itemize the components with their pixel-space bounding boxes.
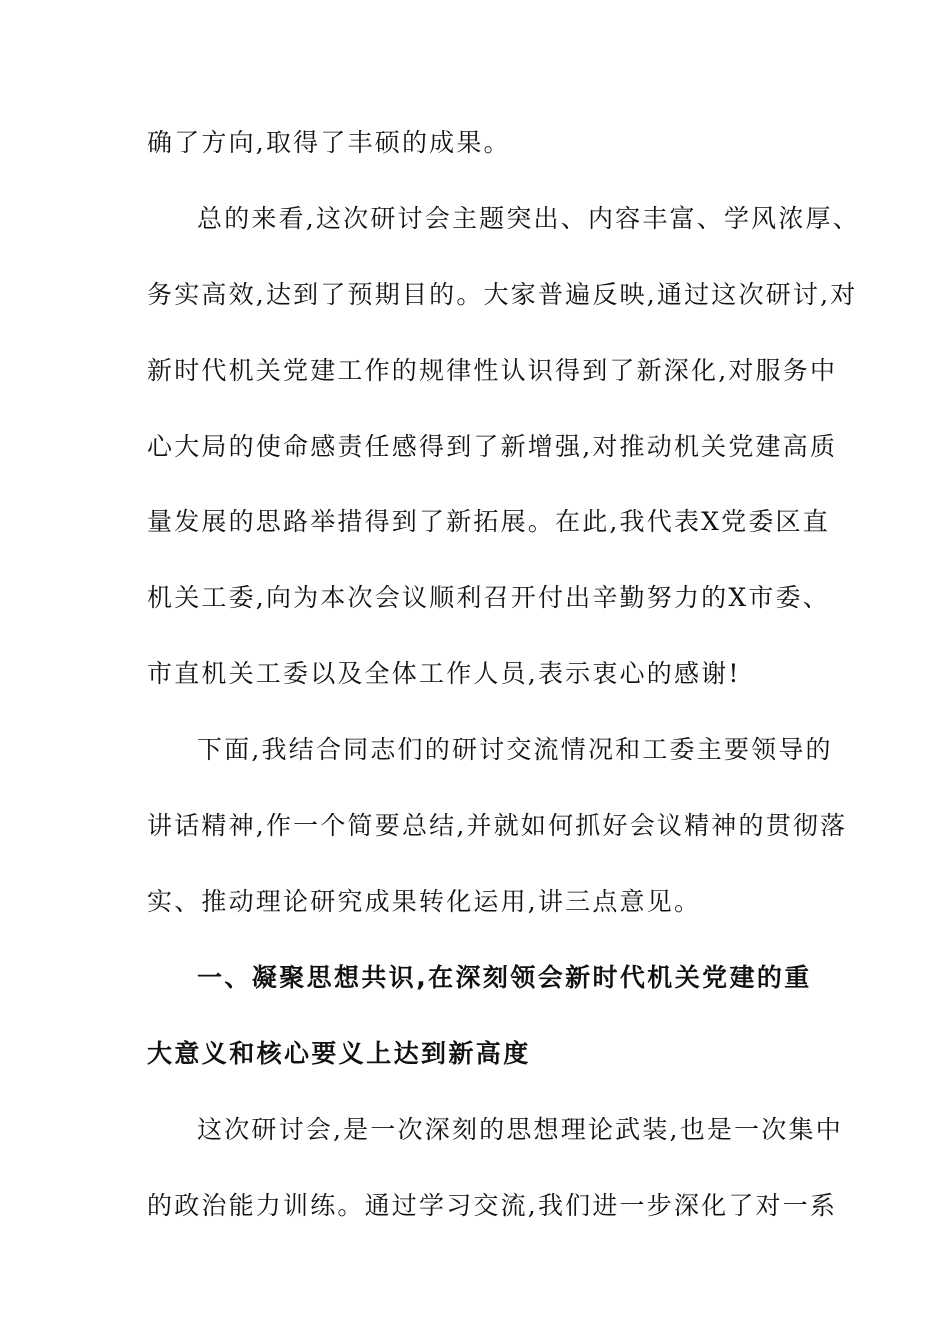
paragraph-line: 确了方向,取得了丰硕的成果。: [147, 128, 511, 157]
paragraph-line: 实、推动理论研究成果转化运用,讲三点意见。: [147, 887, 702, 916]
paragraph-line: 务实高效,达到了预期目的。大家普遍反映,通过这次研讨,对: [147, 280, 858, 309]
paragraph-line: 机关工委,向为本次会议顺利召开付出辛勤努力的X市委、: [147, 583, 830, 612]
paragraph-line: 心大局的使命感责任感得到了新增强,对推动机关党建高质: [147, 432, 838, 461]
paragraph-line: 市直机关工委以及全体工作人员,表示衷心的感谢!: [147, 659, 741, 688]
section-heading: 大意义和核心要义上达到新高度: [147, 1039, 531, 1068]
paragraph-line: 总的来看,这次研讨会主题突出、内容丰富、学风浓厚、: [197, 204, 860, 233]
paragraph-line: 讲话精神,作一个简要总结,并就如何抓好会议精神的贯彻落: [147, 811, 848, 840]
paragraph-line: 这次研讨会,是一次深刻的思想理论武装,也是一次集中: [197, 1115, 843, 1144]
paragraph-line: 量发展的思路举措得到了新拓展。在此,我代表X党委区直: [147, 507, 830, 536]
paragraph-line: 的政治能力训练。通过学习交流,我们进一步深化了对一系: [147, 1191, 838, 1220]
paragraph-line: 新时代机关党建工作的规律性认识得到了新深化,对服务中: [147, 356, 838, 385]
paragraph-line: 下面,我结合同志们的研讨交流情况和工委主要领导的: [197, 735, 833, 764]
section-heading: 一、凝聚思想共识,在深刻领会新时代机关党建的重: [197, 963, 812, 992]
